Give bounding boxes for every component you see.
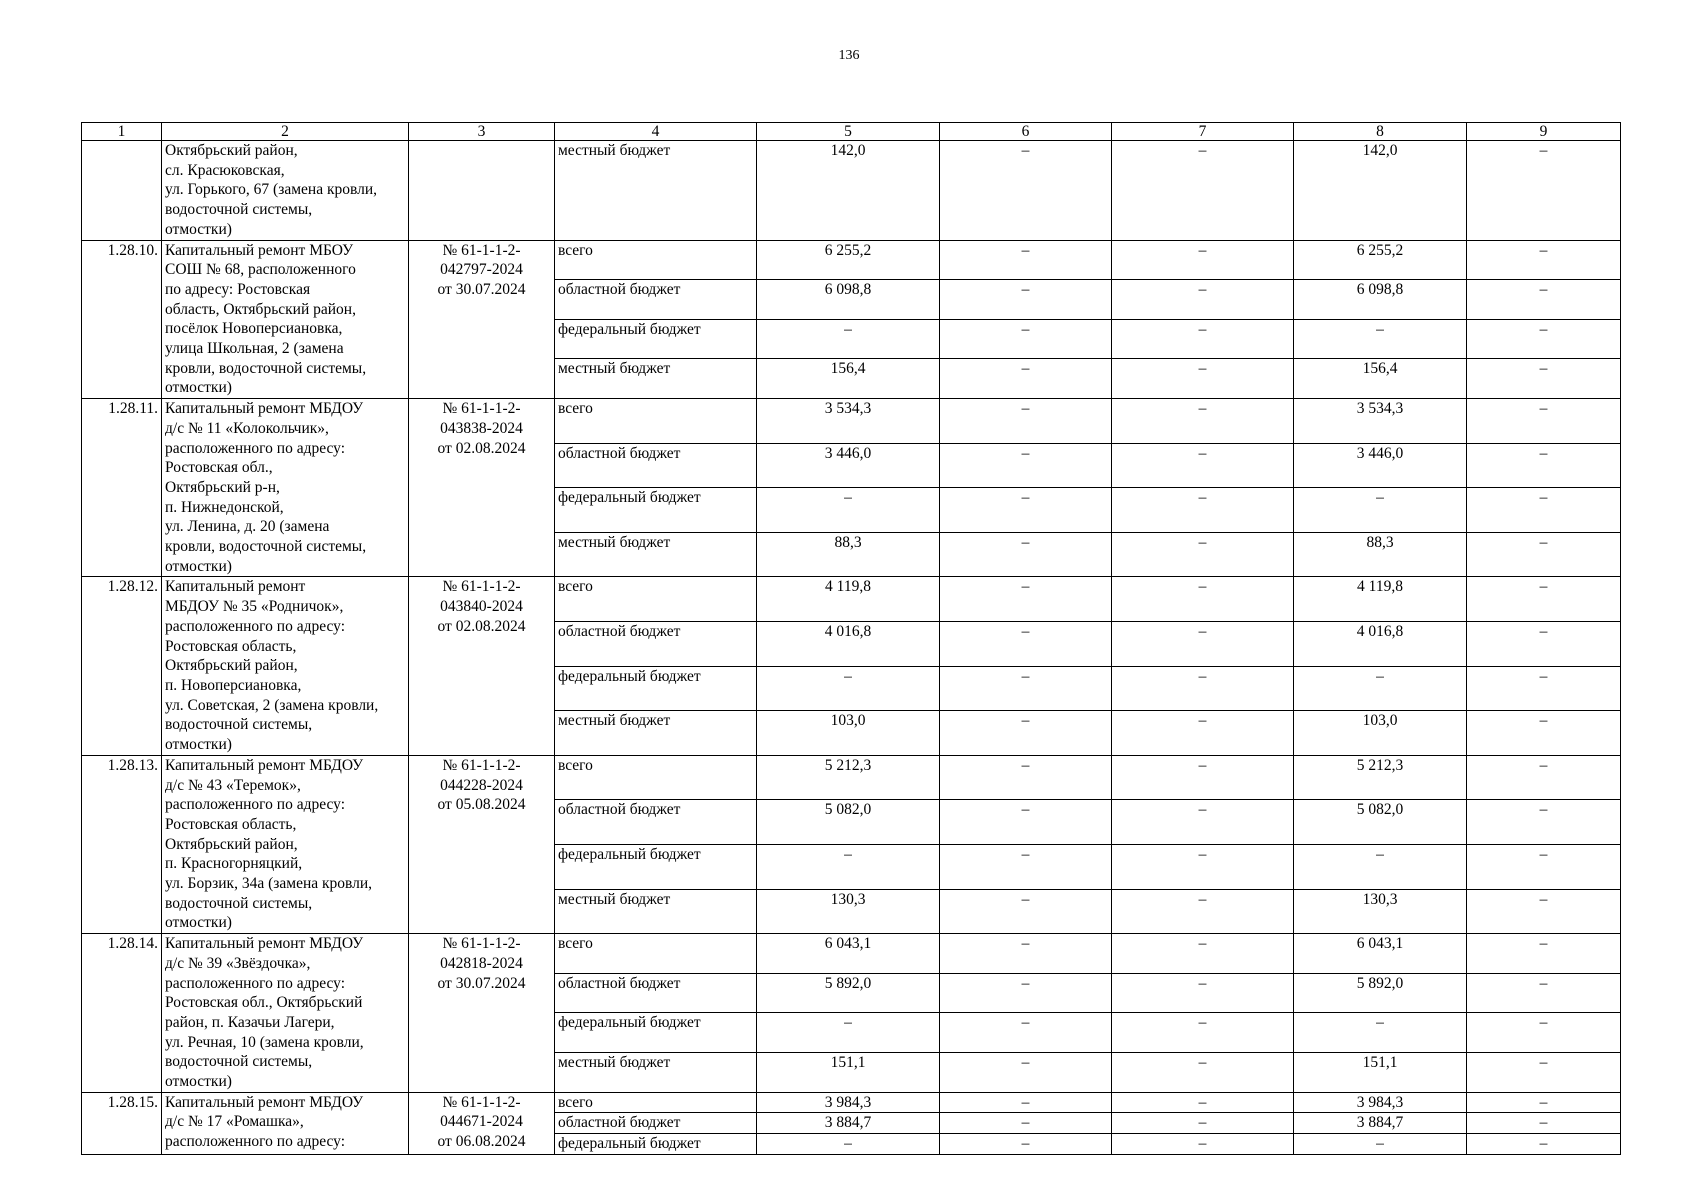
object-name-cell-line: Октябрьский район, — [165, 657, 298, 675]
table-row — [82, 141, 1621, 241]
object-name-cell-line: расположенного по адресу: — [165, 617, 345, 635]
object-name-cell-line: расположенного по адресу: — [165, 1133, 345, 1151]
value-cell-v5: 5 892,0 — [757, 973, 940, 1013]
object-name-cell-line: Ростовская обл., — [165, 459, 273, 477]
object-name-cell-line: расположенного по адресу: — [165, 796, 345, 814]
value-cell-v6: – — [940, 1053, 1112, 1093]
value-cell-v9: – — [1467, 532, 1621, 577]
document-cell-line: 043838-2024 — [440, 419, 523, 437]
value-cell-v8: 5 892,0 — [1294, 973, 1467, 1013]
value-cell-v8: – — [1294, 488, 1467, 533]
value-cell-v9: – — [1467, 1013, 1621, 1053]
value-cell-v9: – — [1467, 319, 1621, 359]
value-cell-v9: – — [1467, 1053, 1621, 1093]
value-cell-v9: – — [1467, 577, 1621, 622]
object-name-cell-line: кровли, водосточной системы, — [165, 359, 367, 377]
value-cell-v7: – — [1112, 755, 1294, 800]
object-name-cell-line: район, п. Казачьи Лагери, — [165, 1013, 335, 1031]
value-cell-v8: 103,0 — [1294, 711, 1467, 756]
document-cell — [409, 755, 555, 933]
object-name-cell-line: д/с № 17 «Ромашка», — [165, 1113, 304, 1131]
value-cell-v9: – — [1467, 443, 1621, 488]
object-name-cell-line: водосточной системы, — [165, 894, 313, 912]
value-cell-v8: 6 098,8 — [1294, 280, 1467, 320]
object-name-cell-line: отмостки) — [165, 379, 232, 397]
object-name-cell-line: Ростовская область, — [165, 637, 297, 655]
object-name-cell-line: Капитальный ремонт МБДОУ — [165, 1093, 364, 1111]
document-cell-line: № 61-1-1-2- — [442, 935, 521, 953]
value-cell-v7: – — [1112, 577, 1294, 622]
value-cell-v8: 88,3 — [1294, 532, 1467, 577]
value-cell-v8: – — [1294, 1013, 1467, 1053]
item-number-cell: 1.28.13. — [82, 755, 162, 933]
document-cell-line: № 61-1-1-2- — [442, 241, 521, 259]
value-cell-v9: – — [1467, 800, 1621, 845]
value-cell-v9: – — [1467, 666, 1621, 711]
value-cell-v6: – — [940, 800, 1112, 845]
document-cell-line: от 02.08.2024 — [437, 439, 526, 457]
object-name-cell — [162, 577, 409, 755]
object-name-cell-line: п. Красногорняцкий, — [165, 855, 303, 873]
object-name-cell-line: Капитальный ремонт МБДОУ — [165, 400, 364, 418]
value-cell-v7: – — [1112, 141, 1294, 241]
value-cell-v5: 3 884,7 — [757, 1113, 940, 1134]
document-cell — [409, 577, 555, 755]
object-name-cell-line: отмостки) — [165, 736, 232, 754]
value-cell-v9: – — [1467, 889, 1621, 934]
page-number: 136 — [838, 48, 860, 63]
item-number-cell: 1.28.12. — [82, 577, 162, 755]
value-cell-v9: – — [1467, 844, 1621, 889]
object-name-cell-line: п. Новоперсиановка, — [165, 676, 302, 694]
document-cell-line: № 61-1-1-2- — [442, 578, 521, 596]
value-cell-v5: 4 016,8 — [757, 622, 940, 667]
value-cell-v6: – — [940, 577, 1112, 622]
value-cell-v9: – — [1467, 934, 1621, 974]
value-cell-v8: 3 446,0 — [1294, 443, 1467, 488]
funding-source-cell: областной бюджет — [555, 622, 757, 667]
object-name-cell-line: улица Школьная, 2 (замена — [165, 340, 344, 358]
value-cell-v5: – — [757, 319, 940, 359]
value-cell-v7: – — [1112, 800, 1294, 845]
column-header: 3 — [409, 123, 555, 141]
value-cell-v7: – — [1112, 359, 1294, 399]
value-cell-v5: 4 119,8 — [757, 577, 940, 622]
document-cell — [409, 934, 555, 1093]
value-cell-v6: – — [940, 532, 1112, 577]
value-cell-v7: – — [1112, 240, 1294, 280]
value-cell-v9: – — [1467, 755, 1621, 800]
funding-source-cell: федеральный бюджет — [555, 844, 757, 889]
table-row — [82, 399, 1621, 444]
value-cell-v8: 3 984,3 — [1294, 1092, 1467, 1113]
value-cell-v7: – — [1112, 1113, 1294, 1134]
document-cell — [409, 141, 555, 241]
value-cell-v8: 4 016,8 — [1294, 622, 1467, 667]
funding-source-cell: федеральный бюджет — [555, 1134, 757, 1155]
document-cell-line: от 30.07.2024 — [437, 974, 526, 992]
object-name-cell-line: Ростовская обл., Октябрьский — [165, 994, 363, 1012]
item-number-cell: 1.28.14. — [82, 934, 162, 1093]
value-cell-v7: – — [1112, 280, 1294, 320]
value-cell-v7: – — [1112, 399, 1294, 444]
document-cell-line: 044228-2024 — [440, 776, 523, 794]
value-cell-v7: – — [1112, 844, 1294, 889]
item-number-cell: 1.28.11. — [82, 399, 162, 577]
value-cell-v9: – — [1467, 1113, 1621, 1134]
column-header: 2 — [162, 123, 409, 141]
value-cell-v8: 151,1 — [1294, 1053, 1467, 1093]
value-cell-v9: – — [1467, 1134, 1621, 1155]
funding-source-cell: местный бюджет — [555, 141, 757, 241]
funding-source-cell: местный бюджет — [555, 711, 757, 756]
value-cell-v6: – — [940, 319, 1112, 359]
value-cell-v6: – — [940, 973, 1112, 1013]
object-name-cell-line: расположенного по адресу: — [165, 974, 345, 992]
value-cell-v6: – — [940, 1013, 1112, 1053]
value-cell-v5: 6 098,8 — [757, 280, 940, 320]
value-cell-v6: – — [940, 1113, 1112, 1134]
column-header: 5 — [757, 123, 940, 141]
object-name-cell-line: Октябрьский район, — [165, 835, 298, 853]
value-cell-v5: 142,0 — [757, 141, 940, 241]
object-name-cell-line: д/с № 11 «Колокольчик», — [165, 419, 329, 437]
value-cell-v5: 151,1 — [757, 1053, 940, 1093]
value-cell-v6: – — [940, 755, 1112, 800]
value-cell-v6: – — [940, 1134, 1112, 1155]
item-number-cell — [82, 141, 162, 241]
object-name-cell — [162, 141, 409, 241]
funding-source-cell: областной бюджет — [555, 973, 757, 1013]
value-cell-v7: – — [1112, 1013, 1294, 1053]
object-name-cell-line: ул. Борзик, 34а (замена кровли, — [165, 875, 373, 893]
column-header: 1 — [82, 123, 162, 141]
value-cell-v8: 130,3 — [1294, 889, 1467, 934]
document-cell-line: № 61-1-1-2- — [442, 400, 521, 418]
column-header: 6 — [940, 123, 1112, 141]
object-name-cell — [162, 755, 409, 933]
value-cell-v5: – — [757, 1134, 940, 1155]
object-name-cell-line: ул. Ленина, д. 20 (замена — [165, 518, 330, 536]
column-header: 4 — [555, 123, 757, 141]
value-cell-v7: – — [1112, 711, 1294, 756]
value-cell-v6: – — [940, 280, 1112, 320]
funding-source-cell: всего — [555, 1092, 757, 1113]
document-cell-line: от 05.08.2024 — [437, 796, 526, 814]
value-cell-v9: – — [1467, 488, 1621, 533]
value-cell-v8: 156,4 — [1294, 359, 1467, 399]
table-body — [82, 123, 1621, 1155]
value-cell-v9: – — [1467, 280, 1621, 320]
value-cell-v6: – — [940, 141, 1112, 241]
value-cell-v8: 6 043,1 — [1294, 934, 1467, 974]
value-cell-v6: – — [940, 844, 1112, 889]
value-cell-v7: – — [1112, 889, 1294, 934]
document-cell-line: 044671-2024 — [440, 1113, 523, 1131]
document-cell-line: от 06.08.2024 — [437, 1133, 526, 1151]
value-cell-v9: – — [1467, 141, 1621, 241]
value-cell-v7: – — [1112, 1092, 1294, 1113]
value-cell-v5: 5 212,3 — [757, 755, 940, 800]
item-number-cell: 1.28.15. — [82, 1092, 162, 1154]
value-cell-v9: – — [1467, 973, 1621, 1013]
value-cell-v7: – — [1112, 1134, 1294, 1155]
value-cell-v7: – — [1112, 532, 1294, 577]
value-cell-v9: – — [1467, 622, 1621, 667]
funding-source-cell: местный бюджет — [555, 532, 757, 577]
document-cell-line: № 61-1-1-2- — [442, 1093, 521, 1111]
table-row — [82, 934, 1621, 974]
value-cell-v7: – — [1112, 443, 1294, 488]
funding-source-cell: областной бюджет — [555, 443, 757, 488]
funding-source-cell: местный бюджет — [555, 359, 757, 399]
value-cell-v7: – — [1112, 488, 1294, 533]
object-name-cell-line: ул. Горького, 67 (замена кровли, — [165, 181, 378, 199]
document-cell — [409, 240, 555, 399]
object-name-cell-line: кровли, водосточной системы, — [165, 538, 367, 556]
table-row — [82, 577, 1621, 622]
value-cell-v8: – — [1294, 319, 1467, 359]
funding-source-cell: всего — [555, 399, 757, 444]
value-cell-v7: – — [1112, 622, 1294, 667]
value-cell-v8: 3 884,7 — [1294, 1113, 1467, 1134]
value-cell-v7: – — [1112, 1053, 1294, 1093]
funding-source-cell: местный бюджет — [555, 889, 757, 934]
object-name-cell — [162, 1092, 409, 1154]
document-cell — [409, 399, 555, 577]
value-cell-v5: 3 984,3 — [757, 1092, 940, 1113]
value-cell-v8: 3 534,3 — [1294, 399, 1467, 444]
document-cell-line: 042818-2024 — [440, 954, 523, 972]
document-cell — [409, 1092, 555, 1154]
value-cell-v5: 3 534,3 — [757, 399, 940, 444]
budget-table — [81, 122, 1621, 1155]
object-name-cell-line: сл. Красюковская, — [165, 161, 285, 179]
value-cell-v9: – — [1467, 359, 1621, 399]
column-header: 9 — [1467, 123, 1621, 141]
value-cell-v8: 142,0 — [1294, 141, 1467, 241]
value-cell-v9: – — [1467, 711, 1621, 756]
value-cell-v6: – — [940, 889, 1112, 934]
value-cell-v8: 4 119,8 — [1294, 577, 1467, 622]
funding-source-cell: федеральный бюджет — [555, 1013, 757, 1053]
object-name-cell-line: водосточной системы, — [165, 716, 313, 734]
object-name-cell-line: ул. Советская, 2 (замена кровли, — [165, 696, 379, 714]
table-row — [82, 755, 1621, 800]
value-cell-v5: 5 082,0 — [757, 800, 940, 845]
value-cell-v8: – — [1294, 1134, 1467, 1155]
object-name-cell — [162, 399, 409, 577]
value-cell-v6: – — [940, 666, 1112, 711]
object-name-cell-line: Октябрьский р-н, — [165, 478, 280, 496]
value-cell-v6: – — [940, 934, 1112, 974]
table-row — [82, 1092, 1621, 1113]
value-cell-v5: 156,4 — [757, 359, 940, 399]
object-name-cell — [162, 240, 409, 399]
value-cell-v9: – — [1467, 399, 1621, 444]
value-cell-v9: – — [1467, 1092, 1621, 1113]
object-name-cell-line: отмостки) — [165, 557, 232, 575]
column-header: 7 — [1112, 123, 1294, 141]
object-name-cell-line: Капитальный ремонт — [165, 578, 306, 596]
funding-source-cell: местный бюджет — [555, 1053, 757, 1093]
object-name-cell-line: Октябрьский район, — [165, 142, 298, 159]
column-header: 8 — [1294, 123, 1467, 141]
object-name-cell-line: расположенного по адресу: — [165, 439, 345, 457]
funding-source-cell: федеральный бюджет — [555, 319, 757, 359]
object-name-cell-line: отмостки) — [165, 220, 232, 238]
object-name-cell-line: по адресу: Ростовская — [165, 280, 311, 298]
funding-source-cell: федеральный бюджет — [555, 488, 757, 533]
value-cell-v6: – — [940, 359, 1112, 399]
object-name-cell-line: водосточной системы, — [165, 201, 313, 219]
funding-source-cell: всего — [555, 755, 757, 800]
value-cell-v5: – — [757, 1013, 940, 1053]
value-cell-v5: 3 446,0 — [757, 443, 940, 488]
value-cell-v7: – — [1112, 319, 1294, 359]
value-cell-v6: – — [940, 488, 1112, 533]
object-name-cell-line: Ростовская область, — [165, 815, 297, 833]
funding-source-cell: областной бюджет — [555, 280, 757, 320]
object-name-cell-line: ул. Речная, 10 (замена кровли, — [165, 1033, 364, 1051]
table-row — [82, 240, 1621, 280]
value-cell-v7: – — [1112, 934, 1294, 974]
object-name-cell-line: п. Нижнедонской, — [165, 498, 284, 516]
value-cell-v8: 6 255,2 — [1294, 240, 1467, 280]
object-name-cell-line: отмостки) — [165, 1073, 232, 1091]
value-cell-v7: – — [1112, 973, 1294, 1013]
value-cell-v7: – — [1112, 666, 1294, 711]
object-name-cell-line: область, Октябрьский район, — [165, 300, 356, 318]
value-cell-v5: 103,0 — [757, 711, 940, 756]
value-cell-v6: – — [940, 399, 1112, 444]
value-cell-v6: – — [940, 711, 1112, 756]
funding-source-cell: областной бюджет — [555, 1113, 757, 1134]
value-cell-v8: – — [1294, 844, 1467, 889]
value-cell-v5: 6 043,1 — [757, 934, 940, 974]
object-name-cell-line: СОШ № 68, расположенного — [165, 261, 356, 279]
document-cell-line: от 02.08.2024 — [437, 617, 526, 635]
header-row — [82, 123, 1621, 141]
object-name-cell-line: водосточной системы, — [165, 1053, 313, 1071]
object-name-cell-line: отмостки) — [165, 914, 232, 932]
value-cell-v8: 5 082,0 — [1294, 800, 1467, 845]
value-cell-v8: 5 212,3 — [1294, 755, 1467, 800]
object-name-cell — [162, 934, 409, 1093]
document-cell-line: № 61-1-1-2- — [442, 756, 521, 774]
object-name-cell-line: Капитальный ремонт МБДОУ — [165, 756, 364, 774]
item-number-cell: 1.28.10. — [82, 240, 162, 399]
funding-source-cell: всего — [555, 934, 757, 974]
value-cell-v5: – — [757, 488, 940, 533]
object-name-cell-line: д/с № 43 «Теремок», — [165, 776, 301, 794]
object-name-cell-line: д/с № 39 «Звёздочка», — [165, 954, 311, 972]
document-cell-line: 042797-2024 — [440, 261, 523, 279]
funding-source-cell: всего — [555, 577, 757, 622]
value-cell-v6: – — [940, 443, 1112, 488]
value-cell-v8: – — [1294, 666, 1467, 711]
value-cell-v5: 88,3 — [757, 532, 940, 577]
funding-source-cell: федеральный бюджет — [555, 666, 757, 711]
value-cell-v9: – — [1467, 240, 1621, 280]
value-cell-v5: – — [757, 666, 940, 711]
object-name-cell-line: Капитальный ремонт МБОУ — [165, 241, 354, 259]
funding-source-cell: областной бюджет — [555, 800, 757, 845]
funding-source-cell: всего — [555, 240, 757, 280]
value-cell-v6: – — [940, 240, 1112, 280]
object-name-cell-line: МБДОУ № 35 «Родничок», — [165, 598, 344, 616]
object-name-cell-line: посёлок Новоперсиановка, — [165, 320, 343, 338]
value-cell-v5: 6 255,2 — [757, 240, 940, 280]
value-cell-v6: – — [940, 622, 1112, 667]
value-cell-v5: – — [757, 844, 940, 889]
value-cell-v6: – — [940, 1092, 1112, 1113]
document-cell-line: от 30.07.2024 — [437, 280, 526, 298]
object-name-cell-line: Капитальный ремонт МБДОУ — [165, 935, 364, 953]
document-cell-line: 043840-2024 — [440, 598, 523, 616]
value-cell-v5: 130,3 — [757, 889, 940, 934]
